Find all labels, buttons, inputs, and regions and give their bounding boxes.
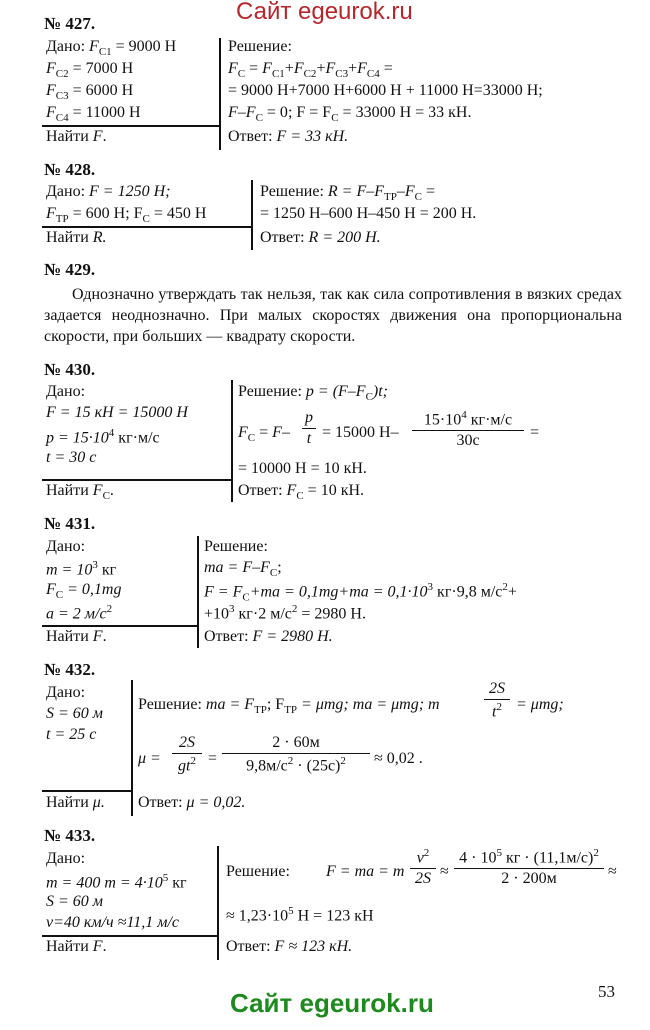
p427-solution-3: $F-F_C = 0$; $F = F_C = 33000$ Н = 33 кН. (228, 104, 472, 125)
p430-fraction-value: $15\cdot 10^4$ кг·м/с 30с (412, 409, 524, 450)
p427-find: Найти F. (46, 128, 107, 145)
site-watermark-bottom: Сайт egeurok.ru (230, 988, 434, 1018)
problem-433-number: № 433. (44, 826, 96, 845)
problem-427-number: № 427. (44, 14, 96, 33)
p429-text: Однозначно утверждать так нельзя, так как сила сопротивления в вязких средах задается неоднозначно. При малых скоростях движения она пропорциональна скорости, при больших — квадрату скорости. (44, 286, 622, 345)
p430-find: Найти $F_C$. (46, 482, 114, 503)
p432-eq-sign: = (208, 750, 218, 767)
p430-eq-sign: = (530, 424, 540, 441)
p428-answer: Ответ: R = 200 Н. (260, 229, 381, 246)
p431-answer: Ответ: F = 2980 Н. (204, 628, 333, 645)
p430-given-3: t = 30 с (46, 449, 97, 466)
p432-result: ≈ 0,02 . (374, 750, 423, 767)
p431-given-1: $m = 10^3$ кг (46, 559, 117, 579)
p427-solution-2: = 9000 Н+7000 Н+6000 Н + 11000 Н=33000 Н; (228, 82, 543, 99)
p431-divider-h (42, 625, 198, 627)
p430-solution-2b: = 15000 Н– (322, 424, 399, 441)
p432-given-1: S = 60 м (46, 705, 104, 722)
p431-solution-2: $F = F_C+ma = 0,1mg+ma = 0,1\cdot 10^3$ кг·9,8 $м/с^2+$ (204, 581, 517, 604)
p431-solution-3: $+10^3$ кг·2 $м/с^2 = 2980$ Н. (204, 603, 366, 623)
p431-divider-v (197, 536, 199, 648)
p427-given-3: $F_{C3} = 6000$ Н (46, 82, 134, 103)
p433-approx-2: ≈ (608, 863, 617, 880)
p428-find: Найти R. (46, 229, 107, 246)
p430-given-2: $p = 15\cdot 10^4$ кг·м/с (46, 427, 160, 447)
p433-given-3: v=40 км/ч ≈11,1 м/с (46, 914, 180, 931)
p433-find: Найти F. (46, 938, 107, 955)
p432-find: Найти μ. (46, 794, 105, 811)
p428-solution-1: Решение: $R = F-F_{TP}-F_C$ = (260, 183, 436, 204)
p431-given-2: $F_C = 0,1mg$ (46, 581, 122, 602)
problem-428-number: № 428. (44, 160, 96, 179)
p427-solution-label: Решение: (228, 38, 292, 55)
p427-divider-v (219, 38, 221, 150)
p433-given-1: m = 400 $т = 4\cdot 10^5$ кг (46, 872, 187, 892)
problem-430-number: № 430. (44, 360, 96, 379)
p432-solution-1: Решение: ma = $F_{TP}$; $F_{TP} = \mu mg$; ma = μmg; m (138, 696, 440, 717)
p430-given-label: Дано: (46, 383, 86, 400)
p433-solution-eq: F = ma = m (326, 863, 405, 880)
p427-solution-1: $F_C = F_{C1}+F_{C2}+F_{C3}+F_{C4}$ = (228, 60, 393, 81)
p430-fraction-p-over-t: p t (302, 409, 316, 448)
p427-answer: Ответ: F = 33 кН. (228, 128, 349, 145)
p433-solution-2: ≈ $1,23\cdot 10^5$ Н = 123 кН (226, 905, 374, 925)
p431-given-3: a = 2 $м/с^2$ (46, 603, 113, 623)
p433-given-label: Дано: (46, 850, 86, 867)
p433-solution-label: Решение: (226, 863, 290, 880)
p430-solution-1: Решение: $p = (F-F_C)t$; (238, 383, 389, 404)
p432-answer: Ответ: μ = 0,02. (138, 794, 246, 811)
p428-divider-h (42, 226, 252, 228)
p433-approx-1: ≈ (440, 863, 449, 880)
p427-given-1: Дано: $F_{C1} = 9000$ Н (46, 38, 177, 59)
p433-given-2: S = 60 м (46, 893, 104, 910)
p428-solution-2: = 1250 Н–600 Н–450 Н = 200 Н. (260, 205, 477, 222)
p430-solution-2a: $F_C = F-$ (238, 424, 290, 445)
p427-given-2: $F_{C2} = 7000$ Н (46, 60, 134, 81)
p430-given-1: F = 15 кН = 15000 Н (46, 404, 188, 421)
p432-fraction-value: 2 · 60м $9,8м/с^2 \cdot (25с)^2$ (222, 734, 370, 775)
p432-divider-h (42, 790, 132, 792)
problem-432-number: № 432. (44, 660, 96, 679)
p432-given-2: t = 25 с (46, 726, 97, 743)
p433-answer: Ответ: F ≈ 123 кН. (226, 938, 353, 955)
p430-solution-3: = 10000 Н = 10 кН. (238, 460, 367, 477)
p433-divider-v (217, 846, 219, 960)
p432-solution-1b: = μmg; (516, 696, 564, 713)
p432-divider-v (131, 680, 133, 816)
p431-solution-1: ma = $F-F_C$; (204, 559, 282, 580)
p432-given-label: Дано: (46, 684, 86, 701)
p432-mu-eq: μ = (138, 750, 161, 767)
problem-431-number: № 431. (44, 514, 96, 533)
p428-divider-v (251, 180, 253, 250)
site-watermark-top: Сайт egeurok.ru (236, 0, 413, 25)
p430-divider-h (42, 479, 232, 481)
p433-divider-h (42, 935, 218, 937)
page-number: 53 (598, 982, 615, 1001)
p428-given-1: Дано: F = 1250 Н; (46, 183, 171, 200)
p431-find: Найти F. (46, 628, 107, 645)
p430-divider-v (231, 380, 233, 502)
p431-solution-label: Решение: (204, 538, 268, 555)
p427-divider-h (42, 125, 220, 127)
problem-429-number: № 429. (44, 260, 96, 279)
p428-given-2: $F_{TP} = 600$ Н; $F_C = 450$ Н (46, 205, 207, 226)
p431-given-label: Дано: (46, 538, 86, 555)
p432-fraction-mu: 2S $gt^2$ (172, 734, 202, 775)
p427-given-4: $F_{C4} = 11000$ Н (46, 104, 141, 125)
p433-fraction-value: $4 \cdot 10^5$ кг · $(11,1м/с)^2$ 2 · 200м (454, 847, 604, 888)
p430-answer: Ответ: $F_C = 10$ кН. (238, 482, 365, 503)
p433-fraction-v2-over-2S: $v^2$ 2S (410, 847, 436, 888)
p432-fraction-2S-over-t2: 2S $t^2$ (484, 680, 510, 721)
